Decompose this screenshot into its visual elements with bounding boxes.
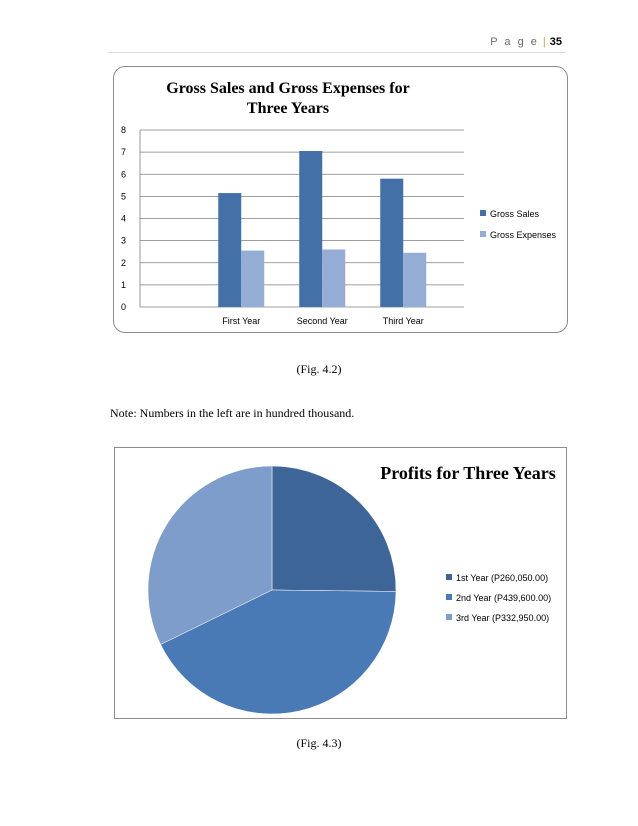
pie-legend-label-2: 2nd Year (P439,600.00) [456,593,552,603]
figure-caption-1: (Fig. 4.2) [296,362,342,376]
pie-legend-swatch-2 [446,594,452,600]
pie-legend-swatch-1 [446,574,452,580]
bar-1-1 [218,193,241,307]
page-label: P a g e [490,36,539,48]
bar-chart [114,67,567,332]
y-tick-label-6: 6 [120,169,126,180]
bar-2-3 [403,253,426,307]
y-tick-label-3: 3 [120,235,126,246]
bar-1-3 [380,179,403,307]
y-tick-label-0: 0 [120,302,126,312]
legend-label-1: Gross Sales [490,209,540,219]
figure-caption-2: (Fig. 4.3) [296,736,342,750]
y-tick-label-1: 1 [120,279,126,290]
pie-legend-swatch-3 [446,614,452,620]
y-tick-label-8: 8 [120,125,126,135]
page-number: 35 [549,36,562,48]
bar-2-1 [241,251,264,307]
note-text: Note: Numbers in the left are in hundred thousand. [110,406,355,420]
x-tick-label-1: First Year [222,316,261,326]
y-tick-label-7: 7 [120,147,126,158]
y-tick-label-5: 5 [120,191,126,202]
bar-chart-title-line-2: Three Years [246,100,330,117]
bar-1-2 [299,151,322,307]
legend-swatch-1 [480,210,486,216]
page-separator: | [542,36,546,48]
x-tick-label-3: Third Year [382,316,424,326]
bar-chart-title-line-1: Gross Sales and Gross Expenses for [166,80,410,97]
header-rule [108,52,566,53]
y-tick-label-2: 2 [120,257,126,268]
bar-2-2 [322,249,345,307]
y-tick-label-4: 4 [120,213,126,224]
page-header [490,36,562,48]
x-tick-label-2: Second Year [296,316,348,326]
legend-label-2: Gross Expenses [490,230,557,240]
bar-chart-frame [113,66,568,333]
pie-slice-1 [272,466,396,591]
pie-legend-label-1: 1st Year (P260,050.00) [456,573,549,583]
pie-chart [115,448,566,718]
pie-chart-frame [114,447,567,719]
pie-chart-title: Profits for Three Years [380,463,556,483]
pie-legend-label-3: 3rd Year (P332,950.00) [456,613,550,623]
legend-swatch-2 [480,231,486,237]
